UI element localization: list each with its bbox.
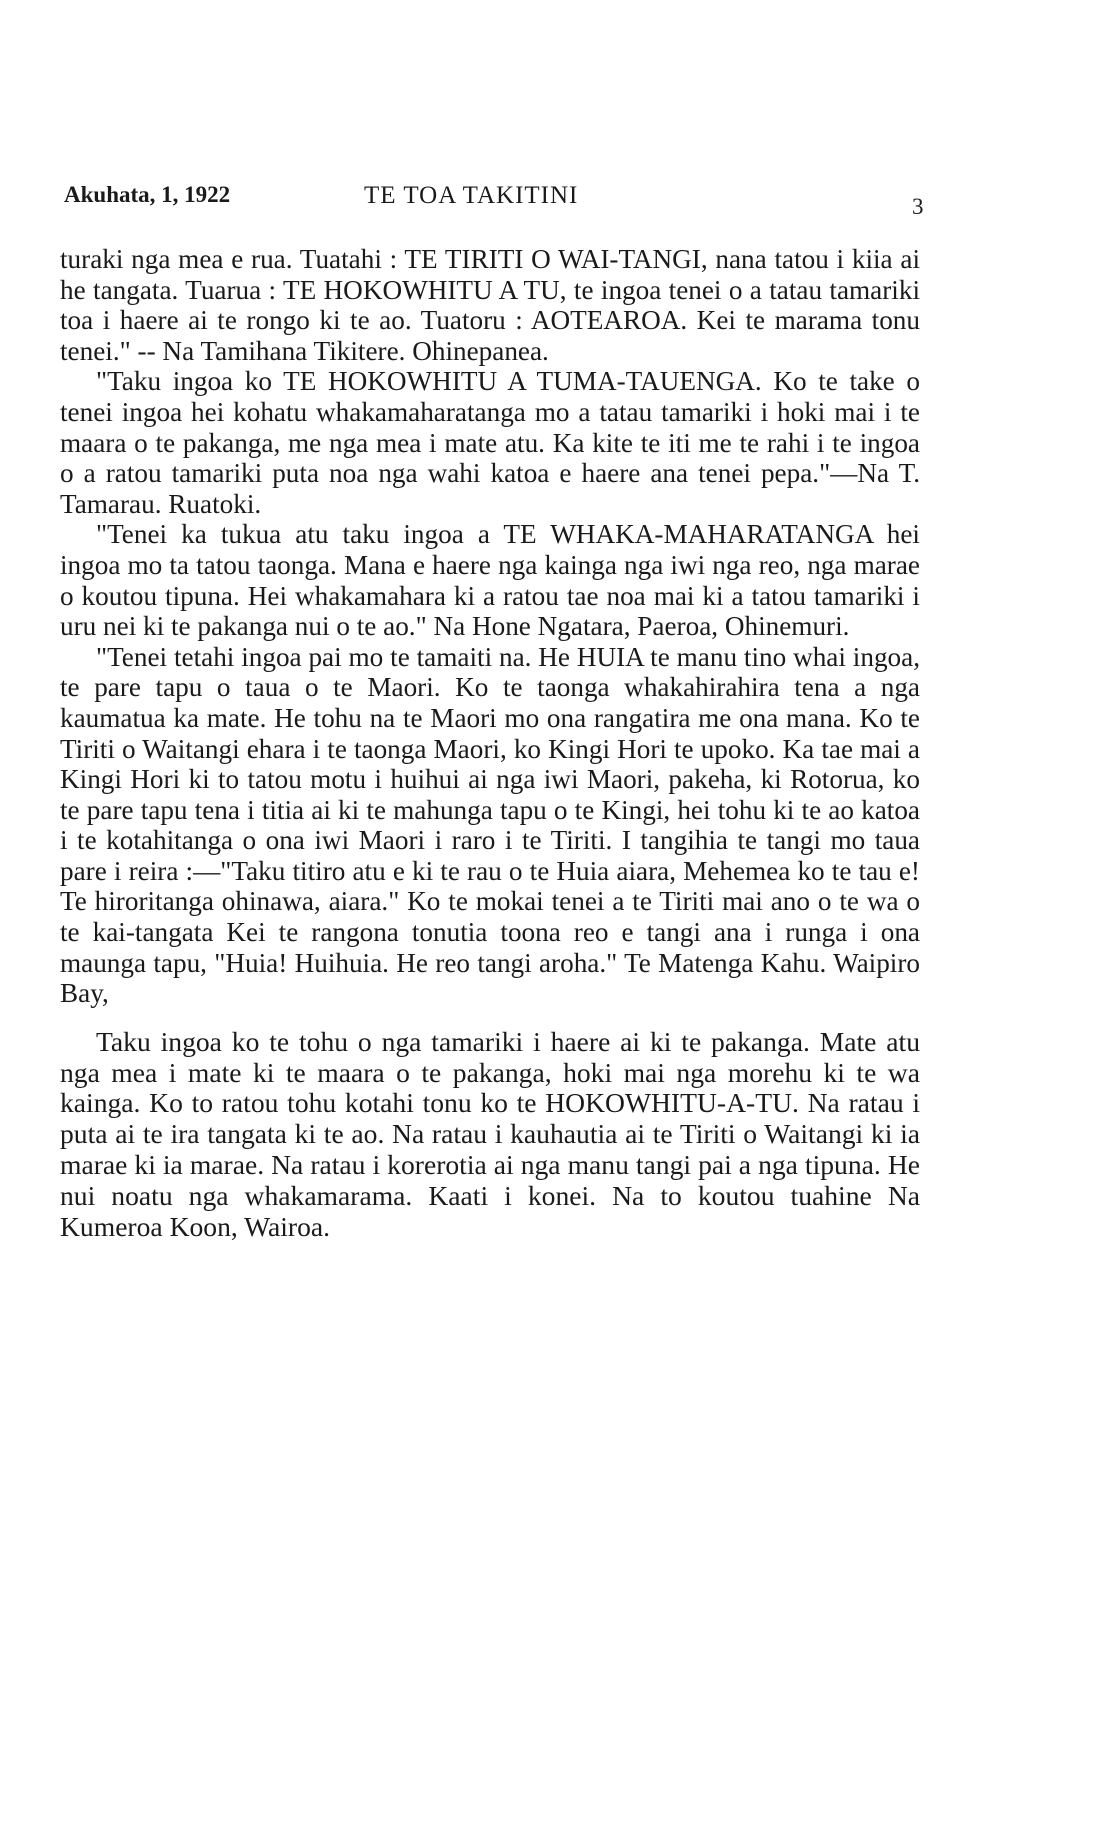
paragraph-kahu: "Tenei tetahi ingoa pai mo te tamaiti na. He HUIA te manu tino whai ingoa, te pare tapu o taua o te Maori. Ko te taonga whakahirahira tena a nga kaumatua ka mate. He tohu na te Maori mo ona rangatira me ona mana. Ko te Tiriti o Waitangi ehara i te taonga Maori, ko Kingi Hori te upoko. Ka tae mai a Kingi Hori ki to tatou motu i huihui ai nga iwi Maori, pakeha, ki Rotorua, ko te pare tapu tena i titia ai ki te mahunga tapu o te Kingi, hei tohu ki te ao katoa i te kotahitanga o ona iwi Maori i raro i te Tiriti. I tangihia te tangi mo taua pare i reira :—"Taku titiro atu e ki te rau o te Huia aiara, Mehemea ko te tau e! Te hiroritanga ohinawa, aiara." Ko te mokai tenei a te Tiriti mai ano o te wa o te kai-tangata Kei te rangona tonutia toona reo e tangi ana i runga i ona maunga tapu, "Huia! Huihuia. He reo tangi aroha." Te Matenga Kahu. Waipiro Bay, xyxy=(60,641,920,1009)
article-body xyxy=(60,244,920,1242)
page-number: 3 xyxy=(912,194,924,219)
publication-title: TE TOA TAKITINI xyxy=(364,182,579,209)
paragraph-tamarau: "Taku ingoa ko TE HOKOWHITU A TUMA-TAUENGA. Ko te take o tenei ingoa hei kohatu whakamaharatanga mo a tatau tamariki i hoki mai i te maara o te pakanga, me nga mea i mate atu. Ka kite te iti me te rahi i te ingoa o a ratou tamariki puta noa nga wahi katoa e haere ana tenei pepa."—Na T. Tamarau. Ruatoki. xyxy=(60,366,920,519)
running-header xyxy=(64,182,924,222)
paragraph-koon: Taku ingoa ko te tohu o nga tamariki i haere ai ki te pakanga. Mate atu nga mea i mate ki te maara o te pakanga, hoki mai nga morehu ki te wa kainga. Ko to ratou tohu kotahi tonu ko te HOKOWHITU-A-TU. Na ratau i puta ai te ira tangata ki te ao. Na ratau i kauhautia ai te Tiriti o Waitangi ki ia marae ki ia marae. Na ratau i korerotia ai nga manu tangi pai a nga tipuna. He nui noatu nga whakamarama. Kaati i konei. Na to koutou tuahine Na Kumeroa Koon, Wairoa. xyxy=(60,1025,920,1242)
paragraph-ngatara: "Tenei ka tukua atu taku ingoa a TE WHAKA-MAHARATANGA hei ingoa mo ta tatou taonga. Mana e haere nga kainga nga iwi nga reo, nga marae o koutou tipuna. Hei whakamahara ki a ratou tae noa mai ki a tatou tamariki i uru nei ki te pakanga nui o te ao." Na Hone Ngatara, Paeroa, Ohinemuri. xyxy=(60,519,920,642)
paragraph-continuation: turaki nga mea e rua. Tuatahi : TE TIRITI O WAI-TANGI, nana tatou i kiia ai he tangata. Tuarua : TE HOKOWHITU A TU, te ingoa tenei o a tatau tamariki toa i haere ai te rongo ki te ao. Tuatoru : AOTEAROA. Kei te marama tonu tenei." -- Na Tamihana Tikitere. Ohinepanea. xyxy=(60,244,920,366)
issue-date: Akuhata, 1, 1922 xyxy=(64,182,231,207)
